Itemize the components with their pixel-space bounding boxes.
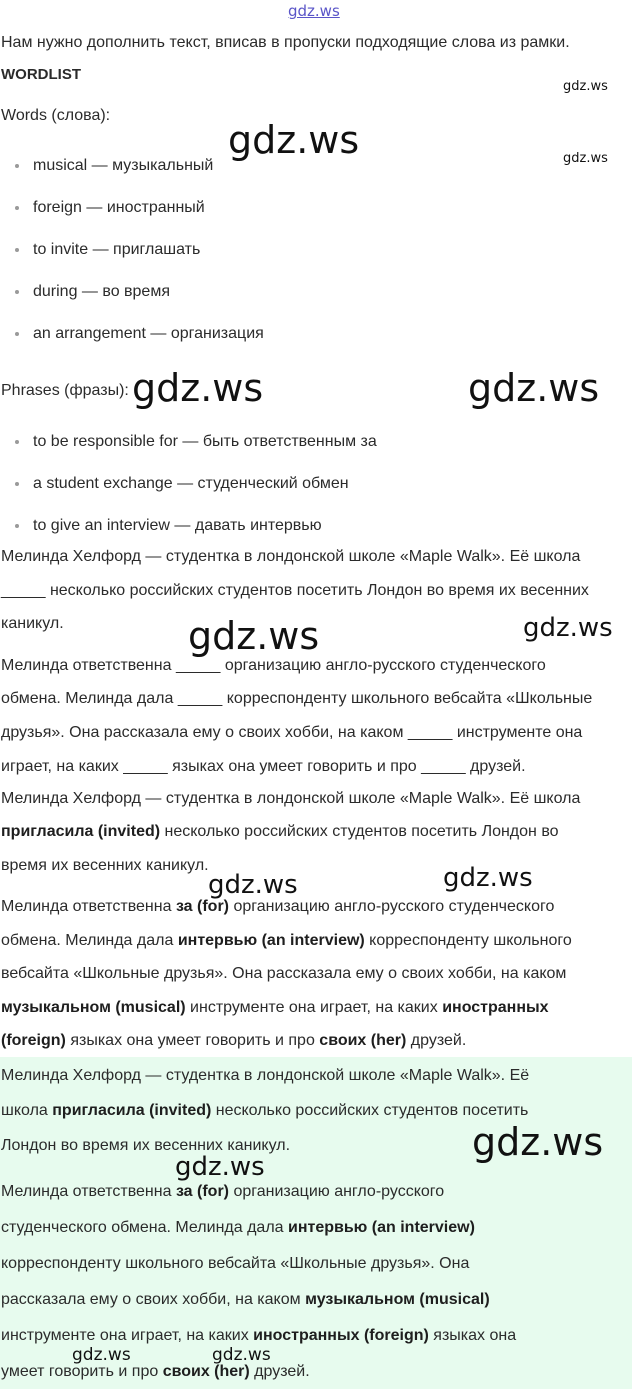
list-item: to give an interview — давать интервью: [33, 517, 322, 534]
bullet: [15, 524, 19, 528]
bullet: [15, 206, 19, 210]
final-line: студенческого обмена. Мелинда дала интервью (an interview): [1, 1219, 475, 1236]
watermark: gdz.ws: [523, 613, 613, 643]
final-line: умеет говорить и про своих (her) друзей.: [1, 1363, 310, 1380]
watermark: gdz.ws: [132, 366, 264, 410]
watermark: gdz.ws: [212, 1345, 271, 1365]
task-line: Мелинда ответственна _____ организацию англо-русского студенческого: [1, 657, 546, 674]
list-item: an arrangement — организация: [33, 325, 264, 342]
final-line: Мелинда ответственна за (for) организацию англо-русского: [1, 1183, 445, 1200]
watermark: gdz.ws: [563, 151, 608, 166]
task-line: обмена. Мелинда дала _____ корреспонденту школьного вебсайта «Школьные: [1, 690, 593, 707]
task-line: _____ несколько российских студентов посетить Лондон во время их весенних: [1, 582, 589, 599]
answer-line: Мелинда ответственна за (for) организацию англо-русского студенческого: [1, 898, 555, 915]
final-line: рассказала ему о своих хобби, на каком музыкальном (musical): [1, 1291, 490, 1308]
bullet: [15, 164, 19, 168]
bullet: [15, 248, 19, 252]
answer-line: пригласила (invited) несколько российских студентов посетить Лондон во: [1, 823, 559, 840]
final-line: Мелинда Хелфорд — студентка в лондонской школе «Maple Walk». Её: [1, 1067, 530, 1084]
final-line: инструменте она играет, на каких иностранных (foreign) языках она: [1, 1327, 517, 1344]
answer-line: (foreign) языках она умеет говорить и про своих (her) друзей.: [1, 1032, 467, 1049]
watermark: gdz.ws: [563, 79, 608, 94]
watermark-link[interactable]: gdz.ws: [288, 2, 340, 20]
wordlist-title: WORDLIST: [1, 66, 81, 83]
watermark: gdz.ws: [72, 1345, 131, 1365]
task-line: играет, на каких _____ языках она умеет говорить и про _____ друзей.: [1, 758, 526, 775]
list-item: to be responsible for — быть ответственным за: [33, 433, 377, 450]
words-label: Words (слова):: [1, 107, 111, 124]
bullet: [15, 482, 19, 486]
list-item: a student exchange — студенческий обмен: [33, 475, 349, 492]
final-line: корреспонденту школьного вебсайта «Школьные друзья». Она: [1, 1255, 470, 1272]
watermark: gdz.ws: [468, 366, 600, 410]
watermark: gdz.ws: [175, 1152, 265, 1182]
watermark: gdz.ws: [443, 863, 533, 893]
watermark: gdz.ws: [472, 1120, 604, 1164]
task-line: каникул.: [1, 615, 64, 632]
list-item: foreign — иностранный: [33, 199, 205, 216]
answer-line: Мелинда Хелфорд — студентка в лондонской школе «Maple Walk». Её школа: [1, 790, 581, 807]
task-line: друзья». Она рассказала ему о своих хобби, на каком _____ инструменте она: [1, 724, 583, 741]
intro-text: Нам нужно дополнить текст, вписав в пропуски подходящие слова из рамки.: [1, 34, 570, 51]
answer-line: время их весенних каникул.: [1, 857, 209, 874]
bullet: [15, 290, 19, 294]
watermark: gdz.ws: [228, 118, 360, 162]
answer-line: музыкальном (musical) инструменте она играет, на каких иностранных: [1, 999, 549, 1016]
final-line: школа пригласила (invited) несколько российских студентов посетить: [1, 1102, 529, 1119]
answer-line: вебсайта «Школьные друзья». Она рассказала ему о своих хобби, на каком: [1, 965, 567, 982]
watermark: gdz.ws: [188, 614, 320, 658]
list-item: during — во время: [33, 283, 170, 300]
bullet: [15, 440, 19, 444]
watermark: gdz.ws: [208, 870, 298, 900]
phrases-label: Phrases (фразы):: [1, 382, 129, 399]
final-line: Лондон во время их весенних каникул.: [1, 1137, 291, 1154]
answer-line: обмена. Мелинда дала интервью (an interview) корреспонденту школьного: [1, 932, 572, 949]
task-line: Мелинда Хелфорд — студентка в лондонской школе «Maple Walk». Её школа: [1, 548, 581, 565]
list-item: to invite — приглашать: [33, 241, 201, 258]
bullet: [15, 332, 19, 336]
list-item: musical — музыкальный: [33, 157, 214, 174]
